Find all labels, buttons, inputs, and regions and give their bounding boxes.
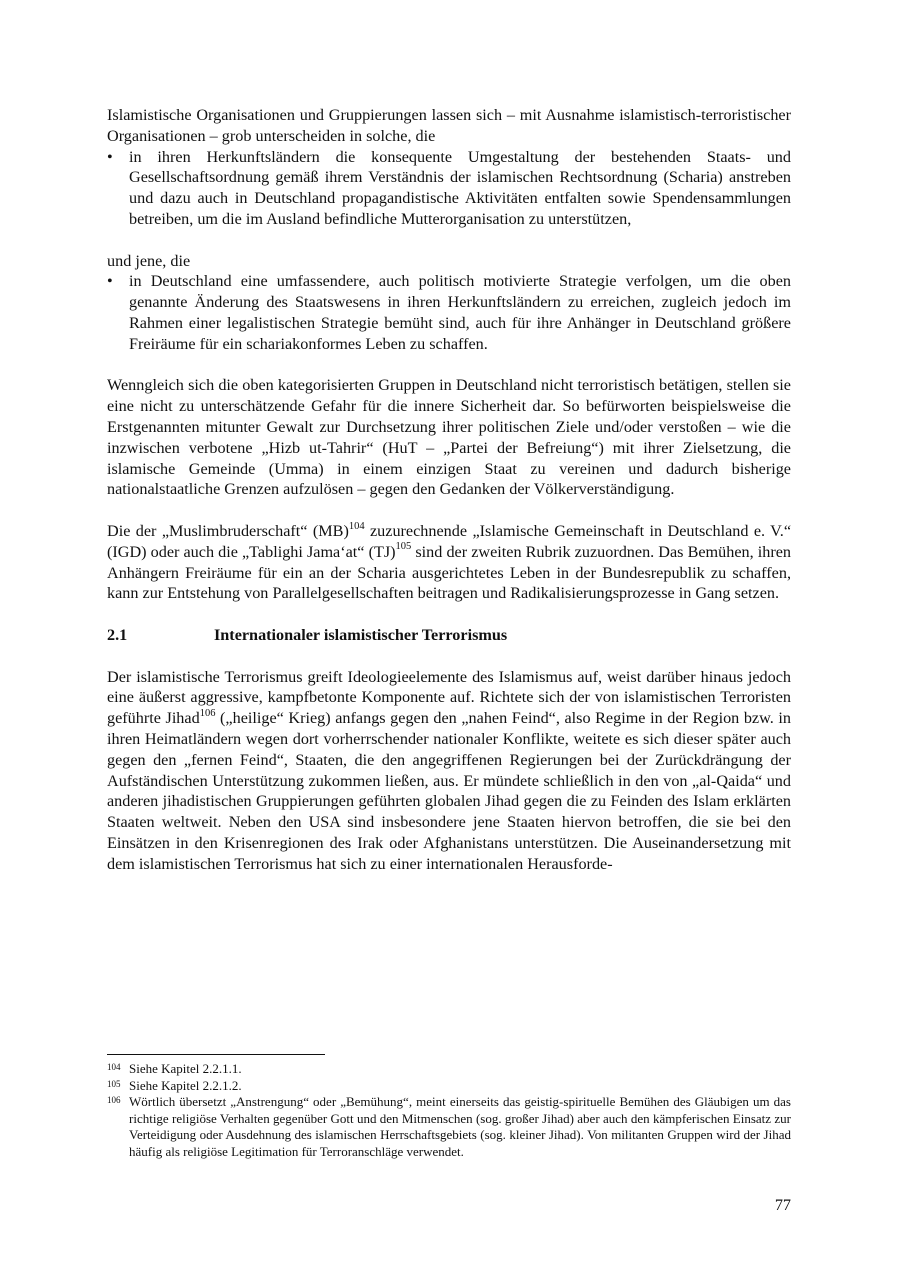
- connector-paragraph: und jene, die: [107, 251, 191, 270]
- footnote-number: 104: [107, 1062, 121, 1072]
- footnote-text: Siehe Kapitel 2.2.1.2.: [129, 1077, 242, 1093]
- footnote-text: Wörtlich übersetzt „Anstrengung“ oder „Bemühung“, meint einerseits das geistig-spirituelle Bemühen des Gläubigen um das richtige religiöse Verhalten gegenüber Gott und den Mitmenschen (sog. großer Jihad) aber auch den kämpferischen Einsatz zur Verteidigung oder Ausdehnung des islamischen Herrschaftsgebiets (sog. kleiner Jihad). Von militanten Gruppen wird der Jihad häufig als religiöse Legitimation für Terroranschläge verwendet.: [129, 1094, 791, 1159]
- footnote-number: 106: [107, 1095, 121, 1106]
- section-number: 2.1: [107, 625, 128, 644]
- section-heading: [107, 625, 791, 646]
- bullet-icon: •: [107, 147, 113, 166]
- paragraph-organizations: [107, 521, 791, 604]
- paragraph-threat: Wenngleich sich die oben kategorisierten Gruppen in Deutschland nicht terroristisch betätigen, stellen sie eine nicht zu unterschätzende Gefahr für die innere Sicherheit dar. So befürworten beispielsweise die Erstgenannten mitunter Gewalt zur Durchsetzung ihrer politischen Ziele und/oder verstoßen – wie die inzwischen verbotene „Hizb ut-Tahrir“ (HuT – „Partei der Befreiung“) mit ihrer Zielsetzung, die islamische Gemeinde (Umma) in einem einzigen Staat zu vereinen und dadurch bisherige nationalstaatliche Grenzen aufzulösen – gegen den Gedanken der Völkerverständigung.: [107, 376, 791, 499]
- text-span: zuzurechnende „Islamische Gemeinschaft in Deutschland e. V.“ (IGD) oder auch die „Tablighi Jama‘at“ (TJ): [107, 521, 792, 561]
- bullet-list-1: [107, 147, 791, 230]
- footnote-ref-105[interactable]: 105: [395, 541, 412, 553]
- text-span: sind der zweiten Rubrik zuzuordnen. Das Bemühen, ihren Anhängern Freiräume für ein an der Scharia ausgerichtetes Leben in der Bundesrepublik zu schaffen, kann zur Entstehung von Parallelgesellschaften beitragen und Radikalisierungsprozesse in Gang setzen.: [107, 542, 791, 603]
- footnote-ref-106[interactable]: 106: [199, 707, 216, 719]
- page-number: 77: [774, 1196, 791, 1214]
- paragraph-terrorism: [107, 667, 791, 875]
- list-item: [107, 147, 791, 230]
- bullet-list-2: [107, 271, 791, 354]
- footnote-number: 105: [107, 1078, 121, 1089]
- bullet-text: in Deutschland eine umfassendere, auch politisch motivierte Strategie verfolgen, um die oben genannte Änderung des Staatswesens in ihren Herkunftsländern zu erreichen, zugleich jedoch im Rahmen einer legalistischen Strategie bemüht sind, auch für ihre Anhänger in Deutschland größere Freiräume für ein schariakonformes Leben zu schaffen.: [129, 272, 791, 353]
- page-body: [107, 105, 791, 874]
- section-title: Internationaler islamistischer Terrorismus: [214, 625, 508, 644]
- footnote-text: Siehe Kapitel 2.2.1.1.: [129, 1061, 242, 1076]
- footnote-ref-104[interactable]: 104: [348, 520, 365, 532]
- footnote-104: [107, 1061, 791, 1078]
- text-span: Der islamistische Terrorismus greift Ideologieelemente des Islamismus auf, weist darüber hinaus jedoch eine äußerst aggressive, kampfbetonte Komponente auf. Richtete sich der von islamistischen Terroristen geführte Jihad: [107, 667, 791, 728]
- intro-paragraph: Islamistische Organisationen und Gruppierungen lassen sich – mit Ausnahme islamistisch-terroristischer Organisationen – grob unterscheiden in solche, die: [107, 106, 791, 145]
- footnote-divider: [107, 1054, 325, 1055]
- text-span: („heilige“ Krieg) anfangs gegen den „nahen Feind“, also Regime in der Region bzw. in ihren Heimatländern wegen dort vorherrschender nationaler Konflikte, weitete es sich dieser später auch gegen den „fernen Feind“, Staaten, die den angegriffenen Regierungen bei der Zurückdrängung der Aufständischen Unterstützung zukommen ließen, aus. Er mündete schließlich in den von „al-Qaida“ und anderen jihadistischen Gruppierungen geführten globalen Jihad gegen die zu Feinden des Islam erklärten Staaten weltweit. Neben den USA sind insbesondere jene Staaten hiervon betroffen, die sie bei den Einsätzen in den Krisenregionen des Irak oder Afghanistans unterstützen. Die Auseinandersetzung mit dem islamistischen Terrorismus hat sich zu einer internationalen Herausforde-: [107, 709, 791, 873]
- footnote-105: [107, 1078, 791, 1095]
- bullet-icon: •: [107, 272, 113, 291]
- list-item: [107, 271, 791, 354]
- text-span: Die der „Muslimbruderschaft“ (MB): [107, 521, 349, 540]
- footnotes: [107, 1054, 791, 1161]
- footnote-106: [107, 1094, 791, 1160]
- bullet-text: in ihren Herkunftsländern die konsequente Umgestaltung der bestehenden Staats- und Gesellschaftsordnung gemäß ihrem Verständnis der islamischen Rechtsordnung (Scharia) anstreben und dazu auch in Deutschland propagandistische Aktivitäten entfalten sowie Spendensammlungen betreiben, um die im Ausland befindliche Mutterorganisation zu unterstützen,: [129, 147, 791, 228]
